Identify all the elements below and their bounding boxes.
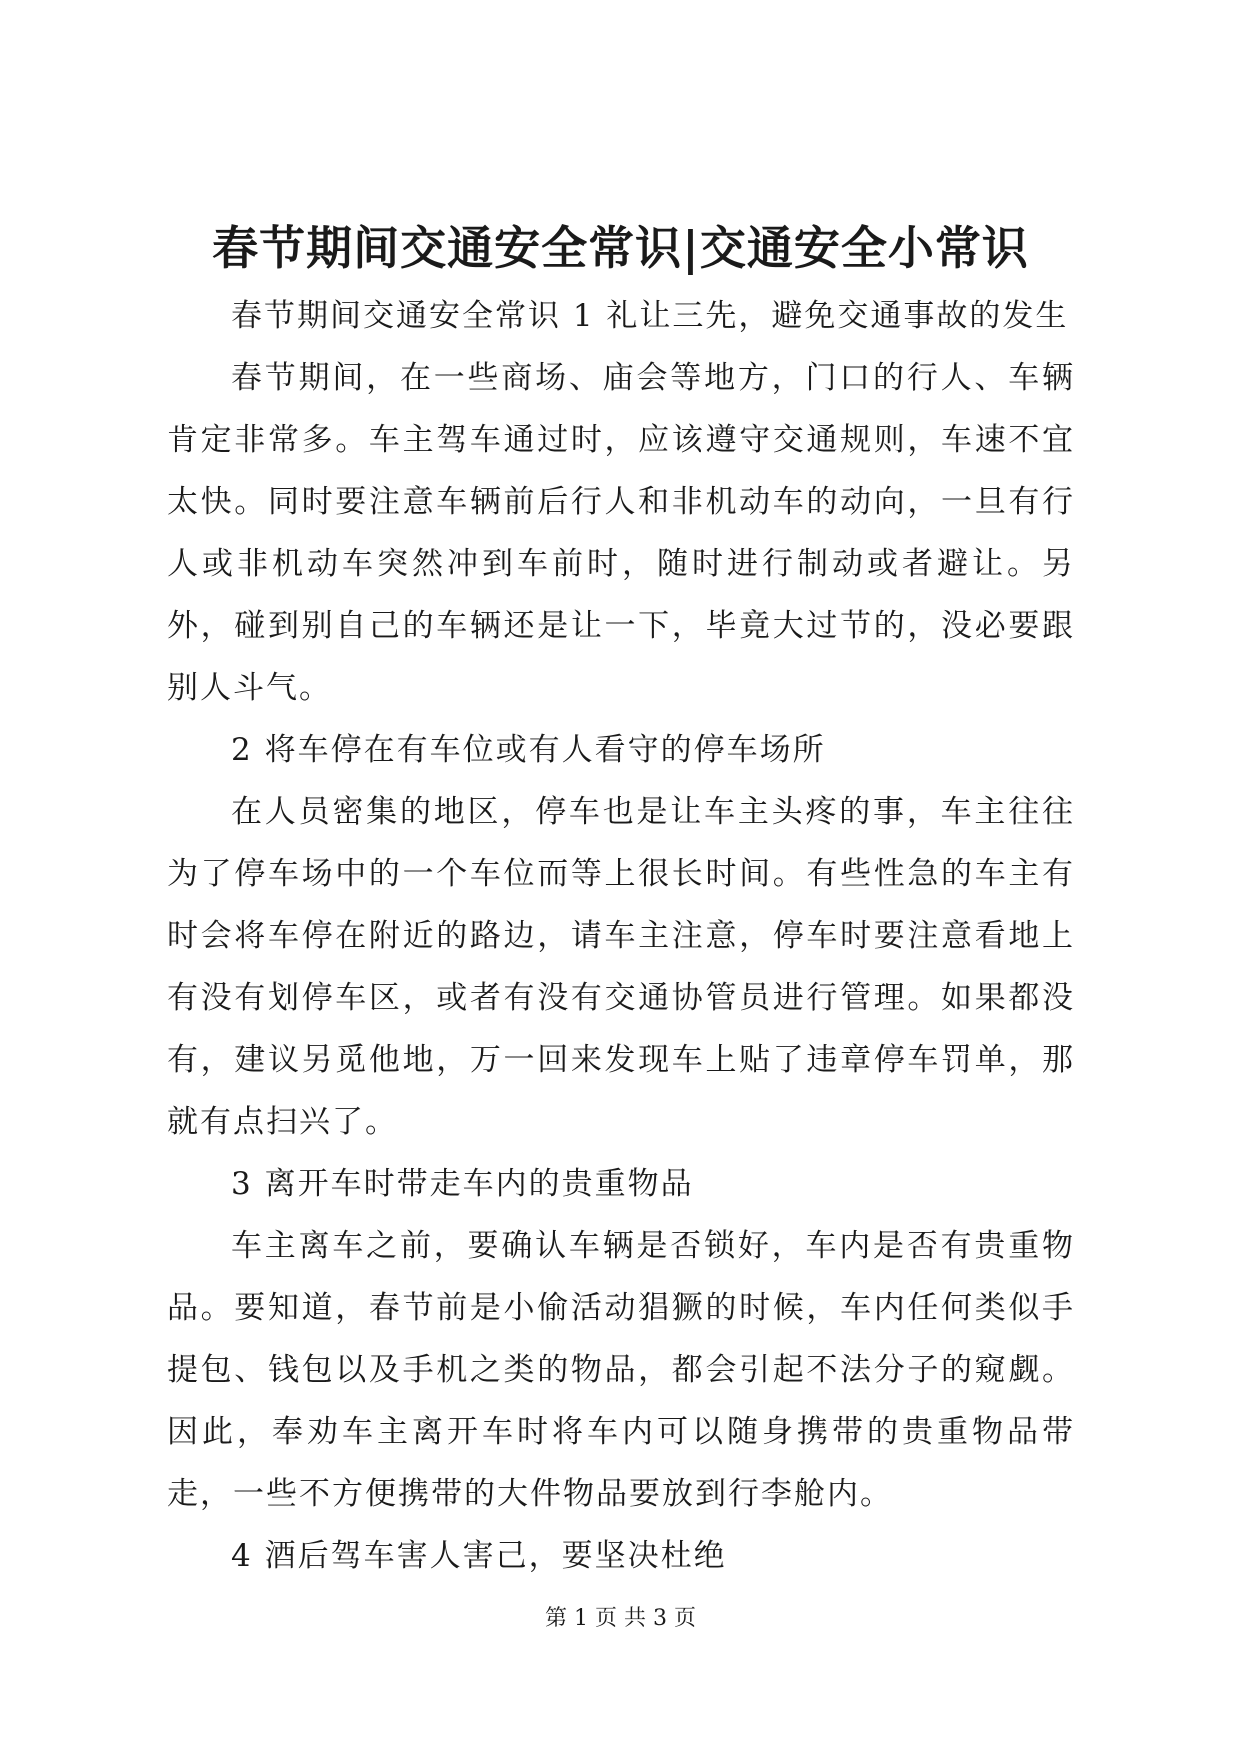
- paragraph-heading-2: 2 将车停在有车位或有人看守的停车场所: [231, 732, 826, 768]
- paragraph-heading-3: 3 离开车时带走车内的贵重物品: [231, 1166, 694, 1202]
- paragraph-body-1: 春节期间，在一些商场、庙会等地方，门口的行人、车辆肯定非常多。车主驾车通过时，应该遵守交通规则，车速不宜太快。同时要注意车辆前后行人和非机动车的动向，一旦有行人或非机动车突然冲到车前时，随时进行制动或者避让。另外，碰到别自己的车辆还是让一下，毕竟大过节的，没必要跟别人斗气。: [167, 360, 1075, 706]
- paragraph-heading-1: 春节期间交通安全常识 1 礼让三先，避免交通事故的发生: [231, 298, 1069, 334]
- paragraph-heading-4: 4 酒后驾车害人害己，要坚决杜绝: [231, 1538, 727, 1574]
- paragraph-body-2: 在人员密集的地区，停车也是让车主头疼的事，车主往往为了停车场中的一个车位而等上很长时间。有些性急的车主有时会将车停在附近的路边，请车主注意，停车时要注意看地上有没有划停车区，或者有没有交通协管员进行管理。如果都没有，建议另觅他地，万一回来发现车上贴了违章停车罚单，那就有点扫兴了。: [167, 794, 1075, 1140]
- document-title: 春节期间交通安全常识|交通安全小常识: [212, 221, 1029, 275]
- paragraph-body-3: 车主离车之前，要确认车辆是否锁好，车内是否有贵重物品。要知道，春节前是小偷活动猖獗的时候，车内任何类似手提包、钱包以及手机之类的物品，都会引起不法分子的窥觑。因此，奉劝车主离开车时将车内可以随身携带的贵重物品带走，一些不方便携带的大件物品要放到行李舱内。: [167, 1228, 1075, 1512]
- page-footer: 第 1 页 共 3 页: [545, 1606, 696, 1631]
- document-body: [167, 285, 1075, 1587]
